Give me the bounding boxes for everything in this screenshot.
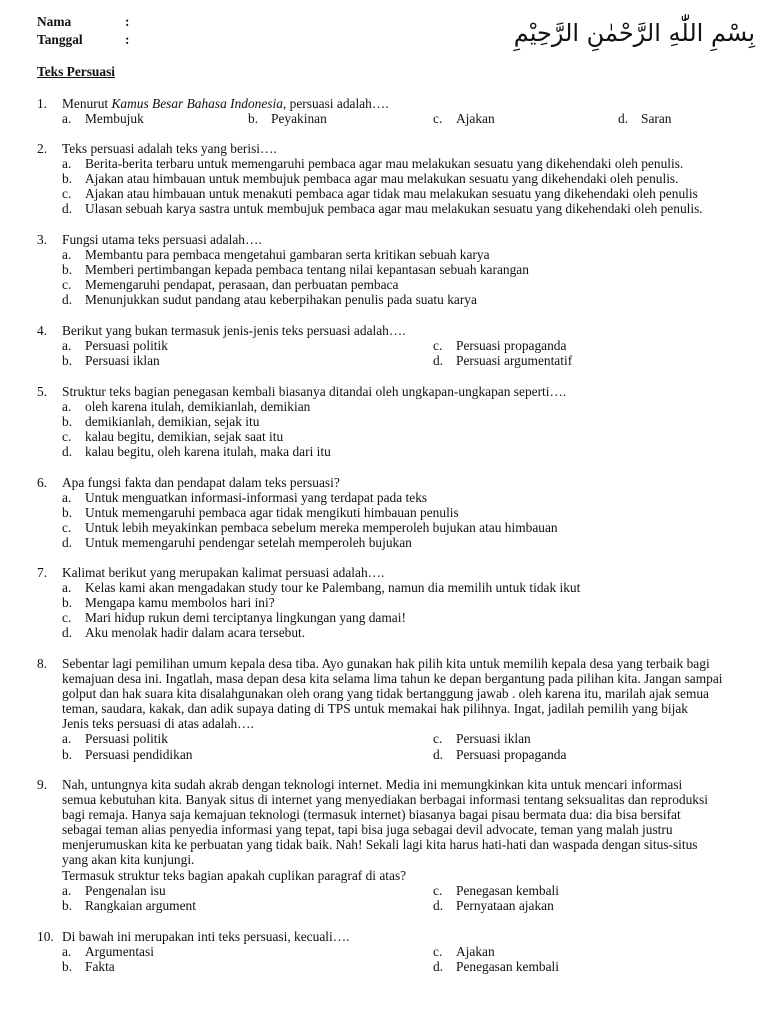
question-text: Kalimat berikut yang merupakan kalimat persuasi adalah….: [62, 565, 385, 580]
question-text: Apa fungsi fakta dan pendapat dalam teks persuasi?: [62, 475, 340, 490]
option-text: Penegasan kembali: [456, 959, 559, 975]
options-row: [37, 535, 737, 550]
options-row: [37, 156, 737, 171]
question-3: [37, 232, 737, 307]
question-5: [37, 384, 737, 459]
question-text: Struktur teks bagian penegasan kembali biasanya ditandai oleh ungkapan-ungkapan seperti….: [62, 384, 567, 399]
option-text: Membujuk: [85, 111, 144, 127]
option-letter: a.: [62, 944, 72, 960]
options-row: [37, 959, 737, 974]
options-row: [37, 444, 737, 459]
option-text: kalau begitu, demikian, sejak saat itu: [85, 429, 284, 445]
options-row: [37, 490, 737, 505]
option-letter: a.: [62, 490, 72, 506]
question-text: Teks persuasi adalah teks yang berisi….: [62, 141, 277, 156]
options-row: [37, 171, 737, 186]
option-text: Ajakan atau himbauan untuk membujuk pembaca agar mau melakukan sesuatu yang dikehendaki oleh penulis.: [85, 171, 679, 187]
option-letter: a.: [62, 338, 72, 354]
options-row: [37, 520, 737, 535]
option-letter: c.: [433, 944, 443, 960]
options-row: [37, 262, 737, 277]
question-text: Di bawah ini merupakan inti teks persuasi, kecuali….: [62, 929, 350, 944]
option-text: Persuasi iklan: [456, 731, 531, 747]
option-text: Memberi pertimbangan kepada pembaca tentang nilai kepantasan sebuah karangan: [85, 262, 529, 278]
option-letter: b.: [248, 111, 259, 127]
question-number: 10.: [37, 929, 54, 944]
option-letter: d.: [433, 959, 444, 975]
options-row: [37, 731, 737, 746]
option-letter: a.: [62, 731, 72, 747]
option-letter: d.: [62, 535, 73, 551]
options-row: [37, 898, 737, 913]
option-letter: c.: [433, 882, 443, 898]
option-letter: d.: [433, 353, 444, 369]
options-row: [37, 625, 737, 640]
question-number: 1.: [37, 96, 48, 111]
option-text: Untuk menguatkan informasi-informasi yang terdapat pada teks: [85, 490, 428, 506]
option-text: Mengapa kamu membolos hari ini?: [85, 595, 275, 611]
option-letter: b.: [62, 171, 73, 187]
option-text: Berita-berita terbaru untuk memengaruhi pembaca agar mau melakukan sesuatu yang dikehendaki oleh penulis.: [85, 156, 684, 172]
question-text-segment: , persuasi adalah….: [282, 96, 389, 111]
bismillah-calligraphy: بِسْمِ اللّٰهِ الرَّحْمٰنِ الرَّحِيْمِ: [513, 19, 755, 47]
option-text: Persuasi propaganda: [456, 338, 567, 354]
option-text: demikianlah, demikian, sejak itu: [85, 414, 260, 430]
option-letter: d.: [618, 111, 629, 127]
option-text: Ajakan: [456, 944, 495, 960]
question-number: 7.: [37, 565, 48, 580]
question-number: 4.: [37, 323, 48, 338]
option-letter: b.: [62, 505, 73, 521]
option-letter: b.: [62, 746, 73, 762]
option-text: Menunjukkan sudut pandang atau keberpihakan penulis pada suatu karya: [85, 292, 477, 308]
question-text: semua kebutuhan kita. Banyak situs di internet yang menyediakan berbagai informasi tentang seksualitas dan reproduksi: [62, 792, 708, 808]
question-number: 6.: [37, 475, 48, 490]
options-row: [37, 429, 737, 444]
question-text: Jenis teks persuasi di atas adalah….: [62, 716, 254, 732]
nama-colon: :: [125, 14, 130, 29]
question-text: Termasuk struktur teks bagian apakah cuplikan paragraf di atas?: [62, 867, 407, 883]
option-letter: d.: [62, 625, 73, 641]
options-row: [37, 610, 737, 625]
option-text: Rangkaian argument: [85, 897, 196, 913]
document-title: Teks Persuasi: [37, 64, 116, 79]
option-text: Peyakinan: [271, 111, 327, 127]
option-letter: a.: [62, 247, 72, 263]
option-text: kalau begitu, oleh karena itulah, maka dari itu: [85, 444, 331, 460]
option-text: Memengaruhi pendapat, perasaan, dan perbuatan pembaca: [85, 277, 399, 293]
option-letter: d.: [62, 201, 73, 217]
option-text: Untuk lebih meyakinkan pembaca sebelum mereka memperoleh bujukan atau himbauan: [85, 520, 558, 536]
nama-label: Nama: [37, 14, 72, 29]
option-text: Pernyataan ajakan: [456, 897, 554, 913]
question-10: [37, 929, 737, 974]
question-text: Nah, untungnya kita sudah akrab dengan teknologi internet. Media ini memungkinkan kita untuk mencari informasi: [62, 777, 683, 792]
question-number: 5.: [37, 384, 48, 399]
option-text: Ajakan atau himbauan untuk menakuti pembaca agar tidak mau melakukan sesuatu yang dikehendaki oleh penulis: [85, 186, 698, 202]
question-text: yang akan kita kunjungi.: [62, 852, 195, 868]
question-7: [37, 565, 737, 640]
option-text: Persuasi argumentatif: [456, 353, 573, 369]
question-text: golput dan hak suara kita disalahgunakan oleh orang yang tidak bertanggung jawab . oleh karena itu, marilah ajak semua: [62, 686, 710, 702]
option-text: Persuasi propaganda: [456, 746, 567, 762]
option-letter: b.: [62, 353, 73, 369]
question-8: [37, 656, 737, 762]
option-letter: c.: [62, 429, 72, 445]
option-text: Pengenalan isu: [85, 882, 166, 898]
options-row: [37, 201, 737, 216]
option-letter: a.: [62, 882, 72, 898]
question-text: [62, 96, 737, 111]
option-text: Penegasan kembali: [456, 882, 559, 898]
tanggal-label: Tanggal: [37, 32, 83, 47]
option-letter: c.: [62, 277, 72, 293]
question-text-segment: Menurut: [62, 96, 112, 111]
question-number: 8.: [37, 656, 48, 671]
option-text: Untuk memengaruhi pembaca agar tidak mengikuti himbauan penulis: [85, 505, 459, 521]
tanggal-colon: :: [125, 32, 130, 47]
question-2: [37, 141, 737, 216]
option-letter: a.: [62, 156, 72, 172]
option-letter: c.: [62, 610, 72, 626]
question-9: [37, 777, 737, 913]
option-letter: b.: [62, 959, 73, 975]
question-6: [37, 475, 737, 550]
option-text: Persuasi iklan: [85, 353, 160, 369]
options-row: [37, 292, 737, 307]
option-letter: b.: [62, 897, 73, 913]
question-number: 3.: [37, 232, 48, 247]
question-text: Fungsi utama teks persuasi adalah….: [62, 232, 262, 247]
question-number: 2.: [37, 141, 48, 156]
options-row: [37, 111, 737, 126]
option-text: Argumentasi: [85, 944, 154, 960]
options-row: [37, 944, 737, 959]
question-text: sebagai teman alias penyedia informasi yang tepat, tapi bisa juga sebagai devil advocate, teman yang malah justru: [62, 822, 673, 838]
options-row: [37, 277, 737, 292]
options-row: [37, 399, 737, 414]
question-1: [37, 96, 737, 126]
option-letter: d.: [433, 897, 444, 913]
question-4: [37, 323, 737, 368]
option-letter: a.: [62, 399, 72, 415]
option-letter: b.: [62, 414, 73, 430]
option-text: Kelas kami akan mengadakan study tour ke Palembang, namun dia memilih untuk tidak ikut: [85, 580, 581, 596]
italic-reference: Kamus Besar Bahasa Indonesia: [111, 96, 283, 111]
option-text: Fakta: [85, 959, 115, 975]
option-text: Persuasi politik: [85, 731, 168, 747]
options-row: [37, 580, 737, 595]
option-letter: d.: [62, 444, 73, 460]
option-letter: b.: [62, 262, 73, 278]
option-letter: c.: [433, 338, 443, 354]
option-text: Aku menolak hadir dalam acara tersebut.: [85, 625, 306, 641]
options-row: [37, 595, 737, 610]
options-row: [37, 505, 737, 520]
option-letter: c.: [433, 111, 443, 127]
option-letter: c.: [62, 520, 72, 536]
question-text: kemajuan desa ini. Ingatlah, masa depan desa kita selama lima tahun ke depan bergantung pada pilihan kita. Jangan sampai: [62, 671, 723, 687]
option-letter: c.: [62, 186, 72, 202]
question-text: bagi remaja. Hanya saja kemajuan teknologi (termasuk internet) biasanya bagai pisau bermata dua: dia bisa bersifat: [62, 807, 681, 823]
options-row: [37, 883, 737, 898]
options-row: [37, 353, 737, 368]
question-number: 9.: [37, 777, 48, 792]
option-letter: a.: [62, 580, 72, 596]
option-text: oleh karena itulah, demikianlah, demikian: [85, 399, 311, 415]
options-row: [37, 414, 737, 429]
option-text: Membantu para pembaca mengetahui gambaran serta kritikan sebuah karya: [85, 247, 490, 263]
question-text: menjerumuskan kita ke perbuatan yang tidak baik. Nah! Sekali lagi kita harus hati-hati dan waspada dengan situs-situs: [62, 837, 698, 853]
options-row: [37, 338, 737, 353]
option-text: Mari hidup rukun demi terciptanya lingkungan yang damai!: [85, 610, 406, 626]
option-letter: c.: [433, 731, 443, 747]
option-text: Ulasan sebuah karya sastra untuk membujuk pembaca agar mau melakukan sesuatu yang dikehendaki oleh penulis.: [85, 201, 703, 217]
option-text: Persuasi politik: [85, 338, 168, 354]
option-text: Persuasi pendidikan: [85, 746, 193, 762]
option-letter: b.: [62, 595, 73, 611]
option-text: Ajakan: [456, 111, 495, 127]
question-text: teman, saudara, kakak, dan adik supaya dating di TPS untuk memakai hak pilihnya. Ingat, jadilah pemilih yang bijak: [62, 701, 688, 717]
option-letter: a.: [62, 111, 72, 127]
question-text: Sebentar lagi pemilihan umum kepala desa tiba. Ayo gunakan hak pilih kita untuk memilih kepala desa yang terbaik bagi: [62, 656, 710, 671]
options-row: [37, 186, 737, 201]
options-row: [37, 747, 737, 762]
option-text: Untuk memengaruhi pendengar setelah memperoleh bujukan: [85, 535, 412, 551]
option-text: Saran: [641, 111, 672, 127]
option-letter: d.: [62, 292, 73, 308]
options-row: [37, 247, 737, 262]
question-text: Berikut yang bukan termasuk jenis-jenis teks persuasi adalah….: [62, 323, 406, 338]
option-letter: d.: [433, 746, 444, 762]
